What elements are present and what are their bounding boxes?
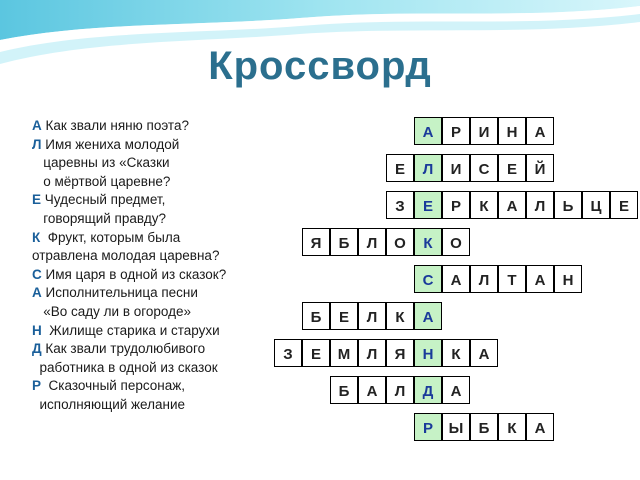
clue-text: работника в одной из сказок <box>32 359 218 375</box>
crossword-cell: К <box>386 302 414 330</box>
clue-text: Чудесный предмет, <box>41 192 166 208</box>
crossword-cell: Л <box>358 228 386 256</box>
clue-text: говорящий правду? <box>32 210 167 226</box>
page-title: Кроссворд <box>208 44 432 88</box>
clue-text: Имя жениха молодой <box>41 136 180 152</box>
crossword-cell: Е <box>330 302 358 330</box>
crossword-cell: К <box>442 339 470 367</box>
crossword-cell: Б <box>330 376 358 404</box>
clue-text: Исполнительница песни <box>41 285 198 301</box>
crossword-cell: Л <box>470 265 498 293</box>
clue-letter: Е <box>32 192 42 208</box>
clue-text: «Во саду ли в огороде» <box>32 303 192 319</box>
clue-text: отравлена молодая царевна? <box>32 248 220 264</box>
clue-letter: К <box>32 229 41 245</box>
clue-text: исполняющий желание <box>32 396 186 412</box>
crossword-cell: Ы <box>442 413 470 441</box>
crossword-key-cell: С <box>414 265 442 293</box>
crossword-cell: К <box>470 191 498 219</box>
clue-text: Как звали трудолюбивого <box>41 341 206 357</box>
clue-letter: А <box>32 285 42 301</box>
crossword-key-cell: А <box>414 302 442 330</box>
crossword-key-cell: Л <box>414 154 442 182</box>
crossword-key-cell: К <box>414 228 442 256</box>
crossword-cell: А <box>526 265 554 293</box>
crossword-cell: Е <box>610 191 638 219</box>
crossword-cell: Ь <box>554 191 582 219</box>
crossword-key-cell: Н <box>414 339 442 367</box>
clue-text: Имя царя в одной из сказок? <box>41 266 227 282</box>
crossword-cell: Т <box>498 265 526 293</box>
crossword-cell: К <box>498 413 526 441</box>
crossword-key-cell: А <box>414 117 442 145</box>
clue-text: Сказочный персонаж, <box>41 378 186 394</box>
crossword-cell: Е <box>386 154 414 182</box>
clue-text: царевны из «Сказки <box>32 155 170 171</box>
crossword-cell: А <box>442 265 470 293</box>
crossword-key-cell: Д <box>414 376 442 404</box>
crossword-cell: Б <box>330 228 358 256</box>
crossword-cell: А <box>526 413 554 441</box>
crossword-cell: Л <box>526 191 554 219</box>
clue-text: Как звали няню поэта? <box>41 118 189 133</box>
crossword-cell: Е <box>302 339 330 367</box>
crossword-key-cell: Е <box>414 191 442 219</box>
crossword-cell: О <box>386 228 414 256</box>
crossword-cell: З <box>386 191 414 219</box>
clue-letter: Л <box>32 136 42 152</box>
crossword-cell: Л <box>386 376 414 404</box>
crossword-cell: А <box>442 376 470 404</box>
crossword-key-cell: Р <box>414 413 442 441</box>
crossword-cell: Й <box>526 154 554 182</box>
clue-text: Фрукт, которым была <box>40 229 181 245</box>
crossword-cell: И <box>470 117 498 145</box>
clue-letter: С <box>32 266 42 282</box>
crossword-cell: Р <box>442 117 470 145</box>
clue-letter: Н <box>32 322 42 338</box>
crossword-cell: А <box>526 117 554 145</box>
clue-letter: А <box>32 118 42 133</box>
crossword-cell: З <box>274 339 302 367</box>
crossword-cell: И <box>442 154 470 182</box>
crossword-cell: Н <box>554 265 582 293</box>
clue-letter: Д <box>32 341 42 357</box>
crossword-cell: А <box>498 191 526 219</box>
crossword-cell: Р <box>442 191 470 219</box>
crossword-cell: Ц <box>582 191 610 219</box>
crossword-cell: С <box>470 154 498 182</box>
clue-letter: Р <box>32 378 42 394</box>
crossword-cell: Б <box>302 302 330 330</box>
clue-text: Жилище старика и старухи <box>41 322 220 338</box>
crossword-cell: Н <box>498 117 526 145</box>
crossword-cell: Е <box>498 154 526 182</box>
crossword-cell: Я <box>386 339 414 367</box>
clue-text: о мёртвой царевне? <box>32 173 171 189</box>
crossword-cell: М <box>330 339 358 367</box>
crossword-cell: Л <box>358 302 386 330</box>
crossword-cell: Л <box>358 339 386 367</box>
crossword-cell: А <box>470 339 498 367</box>
crossword-cell: Я <box>302 228 330 256</box>
crossword-cell: О <box>442 228 470 256</box>
crossword-cell: Б <box>470 413 498 441</box>
crossword-cell: А <box>358 376 386 404</box>
